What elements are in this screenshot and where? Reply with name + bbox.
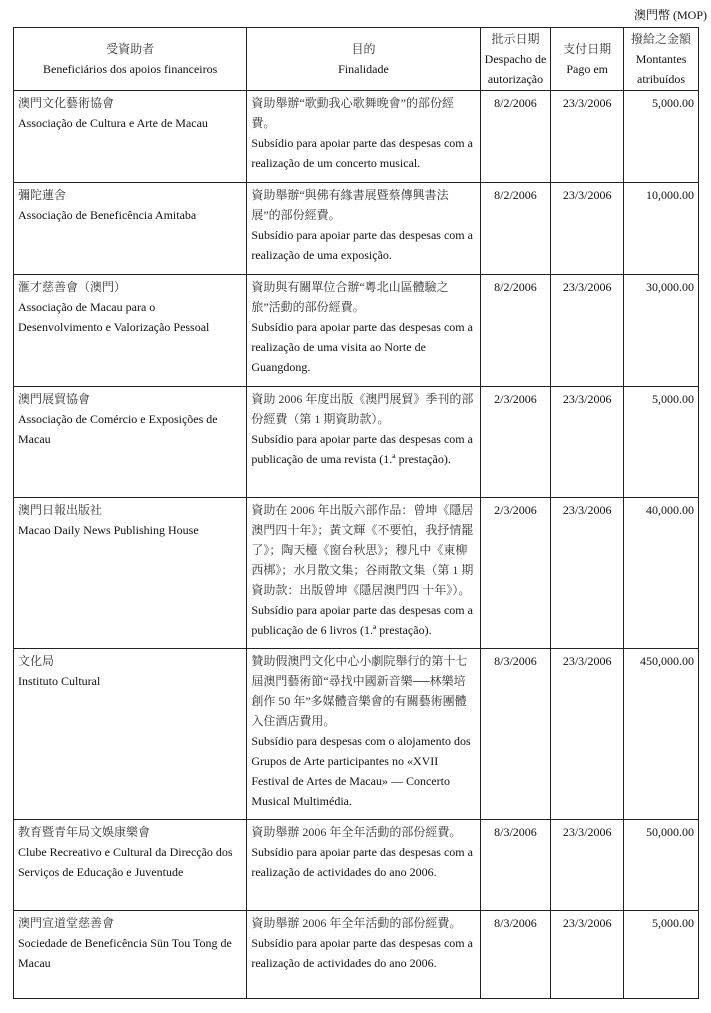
purpose-cell <box>247 183 480 275</box>
purpose-zh: 贊助假澳門文化中心小劇院舉行的第十七屆澳門藝術節“尋找中國新音樂──林樂培創作 50 年”多媒體音樂會的有關藝術團體入住酒店費用。 <box>251 654 468 728</box>
approval-date: 2/3/2006 <box>480 387 551 498</box>
approval-date: 8/3/2006 <box>480 649 551 820</box>
beneficiary-name-pt: Associação de Comércio e Exposições de Macau <box>18 412 218 446</box>
table-row <box>14 275 699 387</box>
purpose-pt: Subsídio para apoiar parte das despesas com a publicação de uma revista (1.ª prestação). <box>251 432 473 466</box>
subsidies-table <box>13 27 699 999</box>
purpose-cell <box>247 649 480 820</box>
header-zh: 批示日期 <box>491 32 540 46</box>
amount: 10,000.00 <box>624 183 699 275</box>
table-row <box>14 498 699 649</box>
approval-date: 8/3/2006 <box>480 820 551 911</box>
amount: 450,000.00 <box>624 649 699 820</box>
beneficiary-cell <box>14 649 247 820</box>
table-row <box>14 387 699 498</box>
amount: 5,000.00 <box>624 91 699 183</box>
header-purpose <box>247 28 480 91</box>
purpose-cell <box>247 275 480 387</box>
payment-date: 23/3/2006 <box>551 91 624 183</box>
approval-date: 8/2/2006 <box>480 275 551 387</box>
header-pt: Beneficiários dos apoios financeiros <box>43 62 218 76</box>
beneficiary-name-pt: Associação de Cultura e Arte de Macau <box>18 116 208 130</box>
payment-date: 23/3/2006 <box>551 820 624 911</box>
purpose-pt: Subsídio para apoiar parte das despesas com a realização de um concerto musical. <box>251 136 473 170</box>
purpose-zh: 資助舉辦“歌動我心歌舞晚會”的部份經費。 <box>251 96 454 130</box>
approval-date: 8/3/2006 <box>480 911 551 999</box>
beneficiary-name-zh: 教育暨青年局文娛康樂會 <box>18 825 151 839</box>
table-row <box>14 91 699 183</box>
beneficiary-name-pt: Associação de Beneficência Amitaba <box>18 208 197 222</box>
beneficiary-name-zh: 文化局 <box>18 654 55 668</box>
purpose-zh: 資助舉辦 2006 年全年活動的部份經費。 <box>251 916 462 930</box>
payment-date: 23/3/2006 <box>551 183 624 275</box>
payment-date: 23/3/2006 <box>551 649 624 820</box>
beneficiary-cell <box>14 91 247 183</box>
purpose-pt: Subsídio para apoiar parte das despesas com a realização de actividades do ano 2006. <box>251 845 473 879</box>
beneficiary-name-pt: Instituto Cultural <box>18 674 101 688</box>
amount: 50,000.00 <box>624 820 699 911</box>
header-pt: Pago em <box>566 62 609 76</box>
beneficiary-name-pt: Associação de Macau para o Desenvolvimento e Valorização Pessoal <box>18 300 210 334</box>
purpose-zh: 資助在 2006 年出版六部作品：曾坤《隱居澳門四十年》；黃文輝《不要怕，我抒情罷了》；陶天檯《窗台秋思》；穆凡中《東柳西梆》；水月散文集；谷雨散文集（第 1 期資助款：出版曾坤《隱居澳門四 十年》）。 <box>251 503 474 597</box>
amount: 40,000.00 <box>624 498 699 649</box>
beneficiary-name-pt: Clube Recreativo e Cultural da Direcção dos Serviços de Educação e Juventude <box>18 845 233 879</box>
purpose-zh: 資助舉辦 2006 年全年活動的部份經費。 <box>251 825 462 839</box>
purpose-cell <box>247 820 480 911</box>
header-pt: Montantes atribuídos <box>635 52 687 86</box>
beneficiary-name-zh: 澳門日報出版社 <box>18 503 103 517</box>
header-pt: Finalidade <box>338 62 389 76</box>
beneficiary-cell <box>14 387 247 498</box>
beneficiary-name-zh: 澳門宣道堂慈善會 <box>18 916 115 930</box>
header-zh: 受資助者 <box>106 42 155 56</box>
amount: 5,000.00 <box>624 911 699 999</box>
beneficiary-name-pt: Macao Daily News Publishing House <box>18 523 199 537</box>
purpose-zh: 資助 2006 年度出版《澳門展貿》季刊的部份經費（第 1 期資助款）。 <box>251 392 474 426</box>
beneficiary-name-zh: 滙才慈善會（澳門） <box>18 280 127 294</box>
purpose-pt: Subsídio para apoiar parte das despesas com a realização de uma exposição. <box>251 228 473 262</box>
currency-label: 澳門幣 (MOP) <box>633 8 707 22</box>
amount: 5,000.00 <box>624 387 699 498</box>
header-approval-date <box>480 28 551 91</box>
purpose-pt: Subsídio para apoiar parte das despesas com a realização de actividades do ano 2006. <box>251 936 473 970</box>
payment-date: 23/3/2006 <box>551 498 624 649</box>
purpose-zh: 資助與有關單位合辦“粵北山區體驗之旅”活動的部份經費。 <box>251 280 449 314</box>
purpose-pt: Subsídio para apoiar parte das despesas com a publicação de 6 livros (1.ª prestação). <box>251 603 473 637</box>
beneficiary-name-pt: Sociedade de Beneficência Sün Tou Tong de Macau <box>18 936 232 970</box>
beneficiary-cell <box>14 820 247 911</box>
purpose-pt: Subsídio para apoiar parte das despesas com a realização de uma visita ao Norte de Guangdong. <box>251 320 473 374</box>
payment-date: 23/3/2006 <box>551 387 624 498</box>
purpose-cell <box>247 91 480 183</box>
purpose-cell <box>247 387 480 498</box>
purpose-cell <box>247 911 480 999</box>
table-row <box>14 820 699 911</box>
beneficiary-cell <box>14 911 247 999</box>
payment-date: 23/3/2006 <box>551 275 624 387</box>
header-pt: Despacho de autorização <box>484 52 547 86</box>
header-amount <box>624 28 699 91</box>
header-zh: 目的 <box>351 42 376 56</box>
beneficiary-name-zh: 澳門展貿協會 <box>18 392 91 406</box>
table-row <box>14 911 699 999</box>
approval-date: 8/2/2006 <box>480 183 551 275</box>
beneficiary-cell <box>14 498 247 649</box>
purpose-zh: 資助舉辦“與佛有緣書展暨蔡傳興書法展”的部份經費。 <box>251 188 449 222</box>
amount: 30,000.00 <box>624 275 699 387</box>
header-zh: 支付日期 <box>563 42 612 56</box>
payment-date: 23/3/2006 <box>551 911 624 999</box>
table-row <box>14 649 699 820</box>
purpose-pt: Subsídio para despesas com o alojamento dos Grupos de Arte participantes no «XVII Festival de Artes de Macau» — Concerto Musical Multimédia. <box>251 734 471 808</box>
approval-date: 2/3/2006 <box>480 498 551 649</box>
approval-date: 8/2/2006 <box>480 91 551 183</box>
beneficiary-cell <box>14 183 247 275</box>
table-row <box>14 183 699 275</box>
table-header-row <box>14 28 699 91</box>
header-beneficiary <box>14 28 247 91</box>
header-payment-date <box>551 28 624 91</box>
purpose-cell <box>247 498 480 649</box>
header-zh: 撥給之金額 <box>631 32 692 46</box>
beneficiary-name-zh: 澳門文化藝術協會 <box>18 96 115 110</box>
beneficiary-cell <box>14 275 247 387</box>
beneficiary-name-zh: 彌陀蓮舍 <box>18 188 67 202</box>
